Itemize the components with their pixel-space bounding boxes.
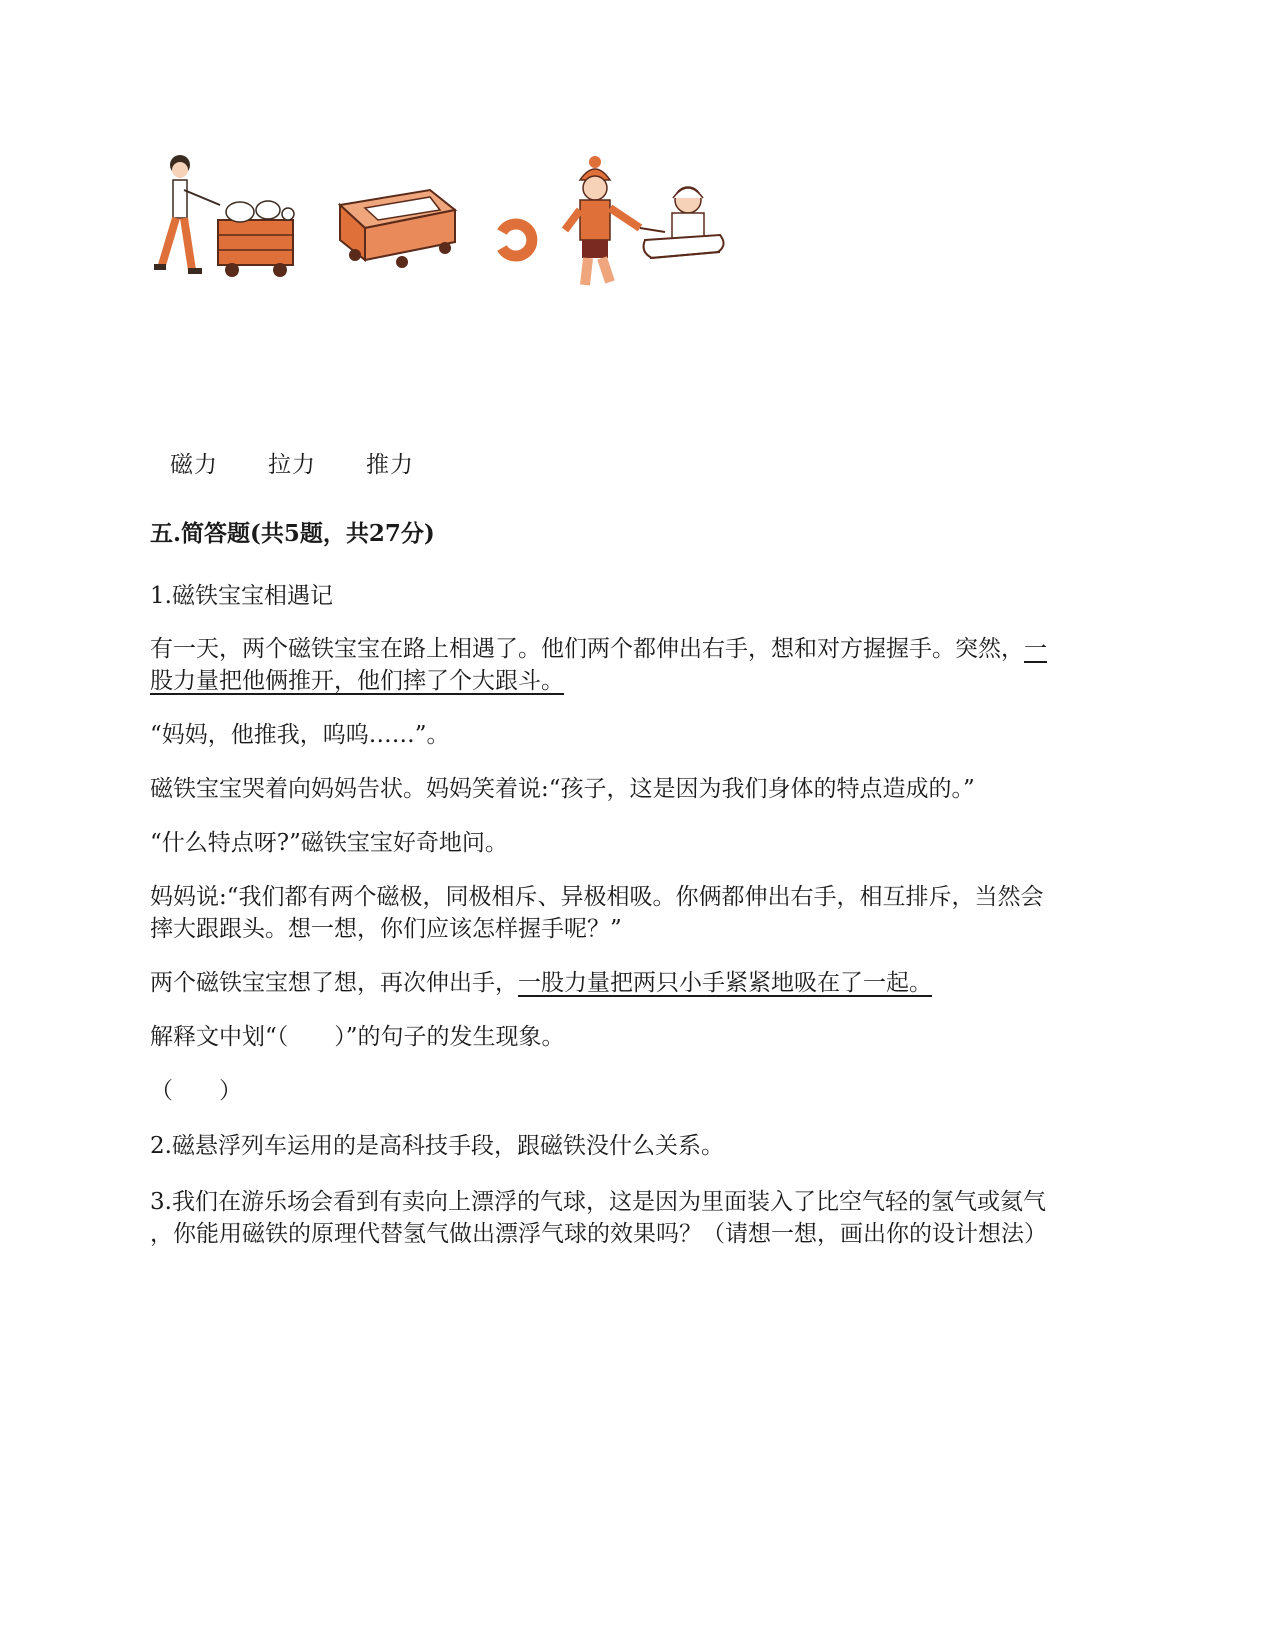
- q1-paragraph-1-line-1: [150, 633, 1130, 665]
- man-pulling-sled-illustration: [565, 156, 724, 285]
- question-3-line-2: ，你能用磁铁的原理代替氢气做出漂浮气球的效果吗？（请想一想，画出你的设计想法）: [150, 1221, 1047, 1247]
- q1-paragraph-5-line-2: 摔大跟跟头。想一想，你们应该怎样握手呢？”: [150, 916, 622, 942]
- option-pulling-force: 拉力: [268, 452, 316, 478]
- q1-paragraph-1-line-2: [150, 665, 1130, 697]
- q1-paragraph-2: “妈妈，他推我，呜呜……”。: [150, 722, 450, 748]
- option-pushing-force: 推力: [366, 452, 414, 478]
- q1-paragraph-3: 磁铁宝宝哭着向妈妈告状。妈妈笑着说:“孩子，这是因为我们身体的特点造成的。”: [150, 776, 975, 802]
- q1-p6-plain: 两个磁铁宝宝想了想，再次伸出手，: [150, 970, 518, 996]
- option-magnetic-force: 磁力: [170, 452, 218, 478]
- question-1-title: 1.磁铁宝宝相遇记: [150, 583, 333, 609]
- q1-paragraph-5-line-1: 妈妈说:“我们都有两个磁极，同极相斥、异极相吸。你俩都伸出右手，相互排斥，当然会: [150, 884, 1044, 910]
- q1-p1-underline-end: 股力量把他俩推开，他们摔了个大跟斗。: [150, 668, 564, 694]
- toy-car-with-magnet-illustration: [340, 190, 532, 268]
- answer-options: [170, 446, 414, 479]
- q1-prompt: 解释文中划“（ ）”的句子的发生现象。: [150, 1024, 565, 1050]
- q1-p1-underline-start: 一: [1024, 636, 1047, 662]
- illustration-strip: [140, 140, 760, 315]
- q1-paragraph-6: [150, 967, 1130, 999]
- question-2: 2.磁悬浮列车运用的是高科技手段，跟磁铁没什么关系。: [150, 1133, 724, 1159]
- q1-paragraph-4: “什么特点呀?”磁铁宝宝好奇地问。: [150, 830, 508, 856]
- section-heading: 五.简答题(共5题，共27分): [150, 520, 435, 547]
- q1-p6-underline: 一股力量把两只小手紧紧地吸在了一起。: [518, 970, 932, 996]
- question-3-line-1: 3.我们在游乐场会看到有卖向上漂浮的气球，这是因为里面装入了比空气轻的氢气或氦气: [150, 1189, 1046, 1215]
- q1-p1-plain: 有一天，两个磁铁宝宝在路上相遇了。他们两个都伸出右手，想和对方握握手。突然，: [150, 636, 1024, 662]
- boy-pushing-cart-illustration: [154, 155, 294, 277]
- q1-answer-blank: （ ）: [150, 1078, 242, 1104]
